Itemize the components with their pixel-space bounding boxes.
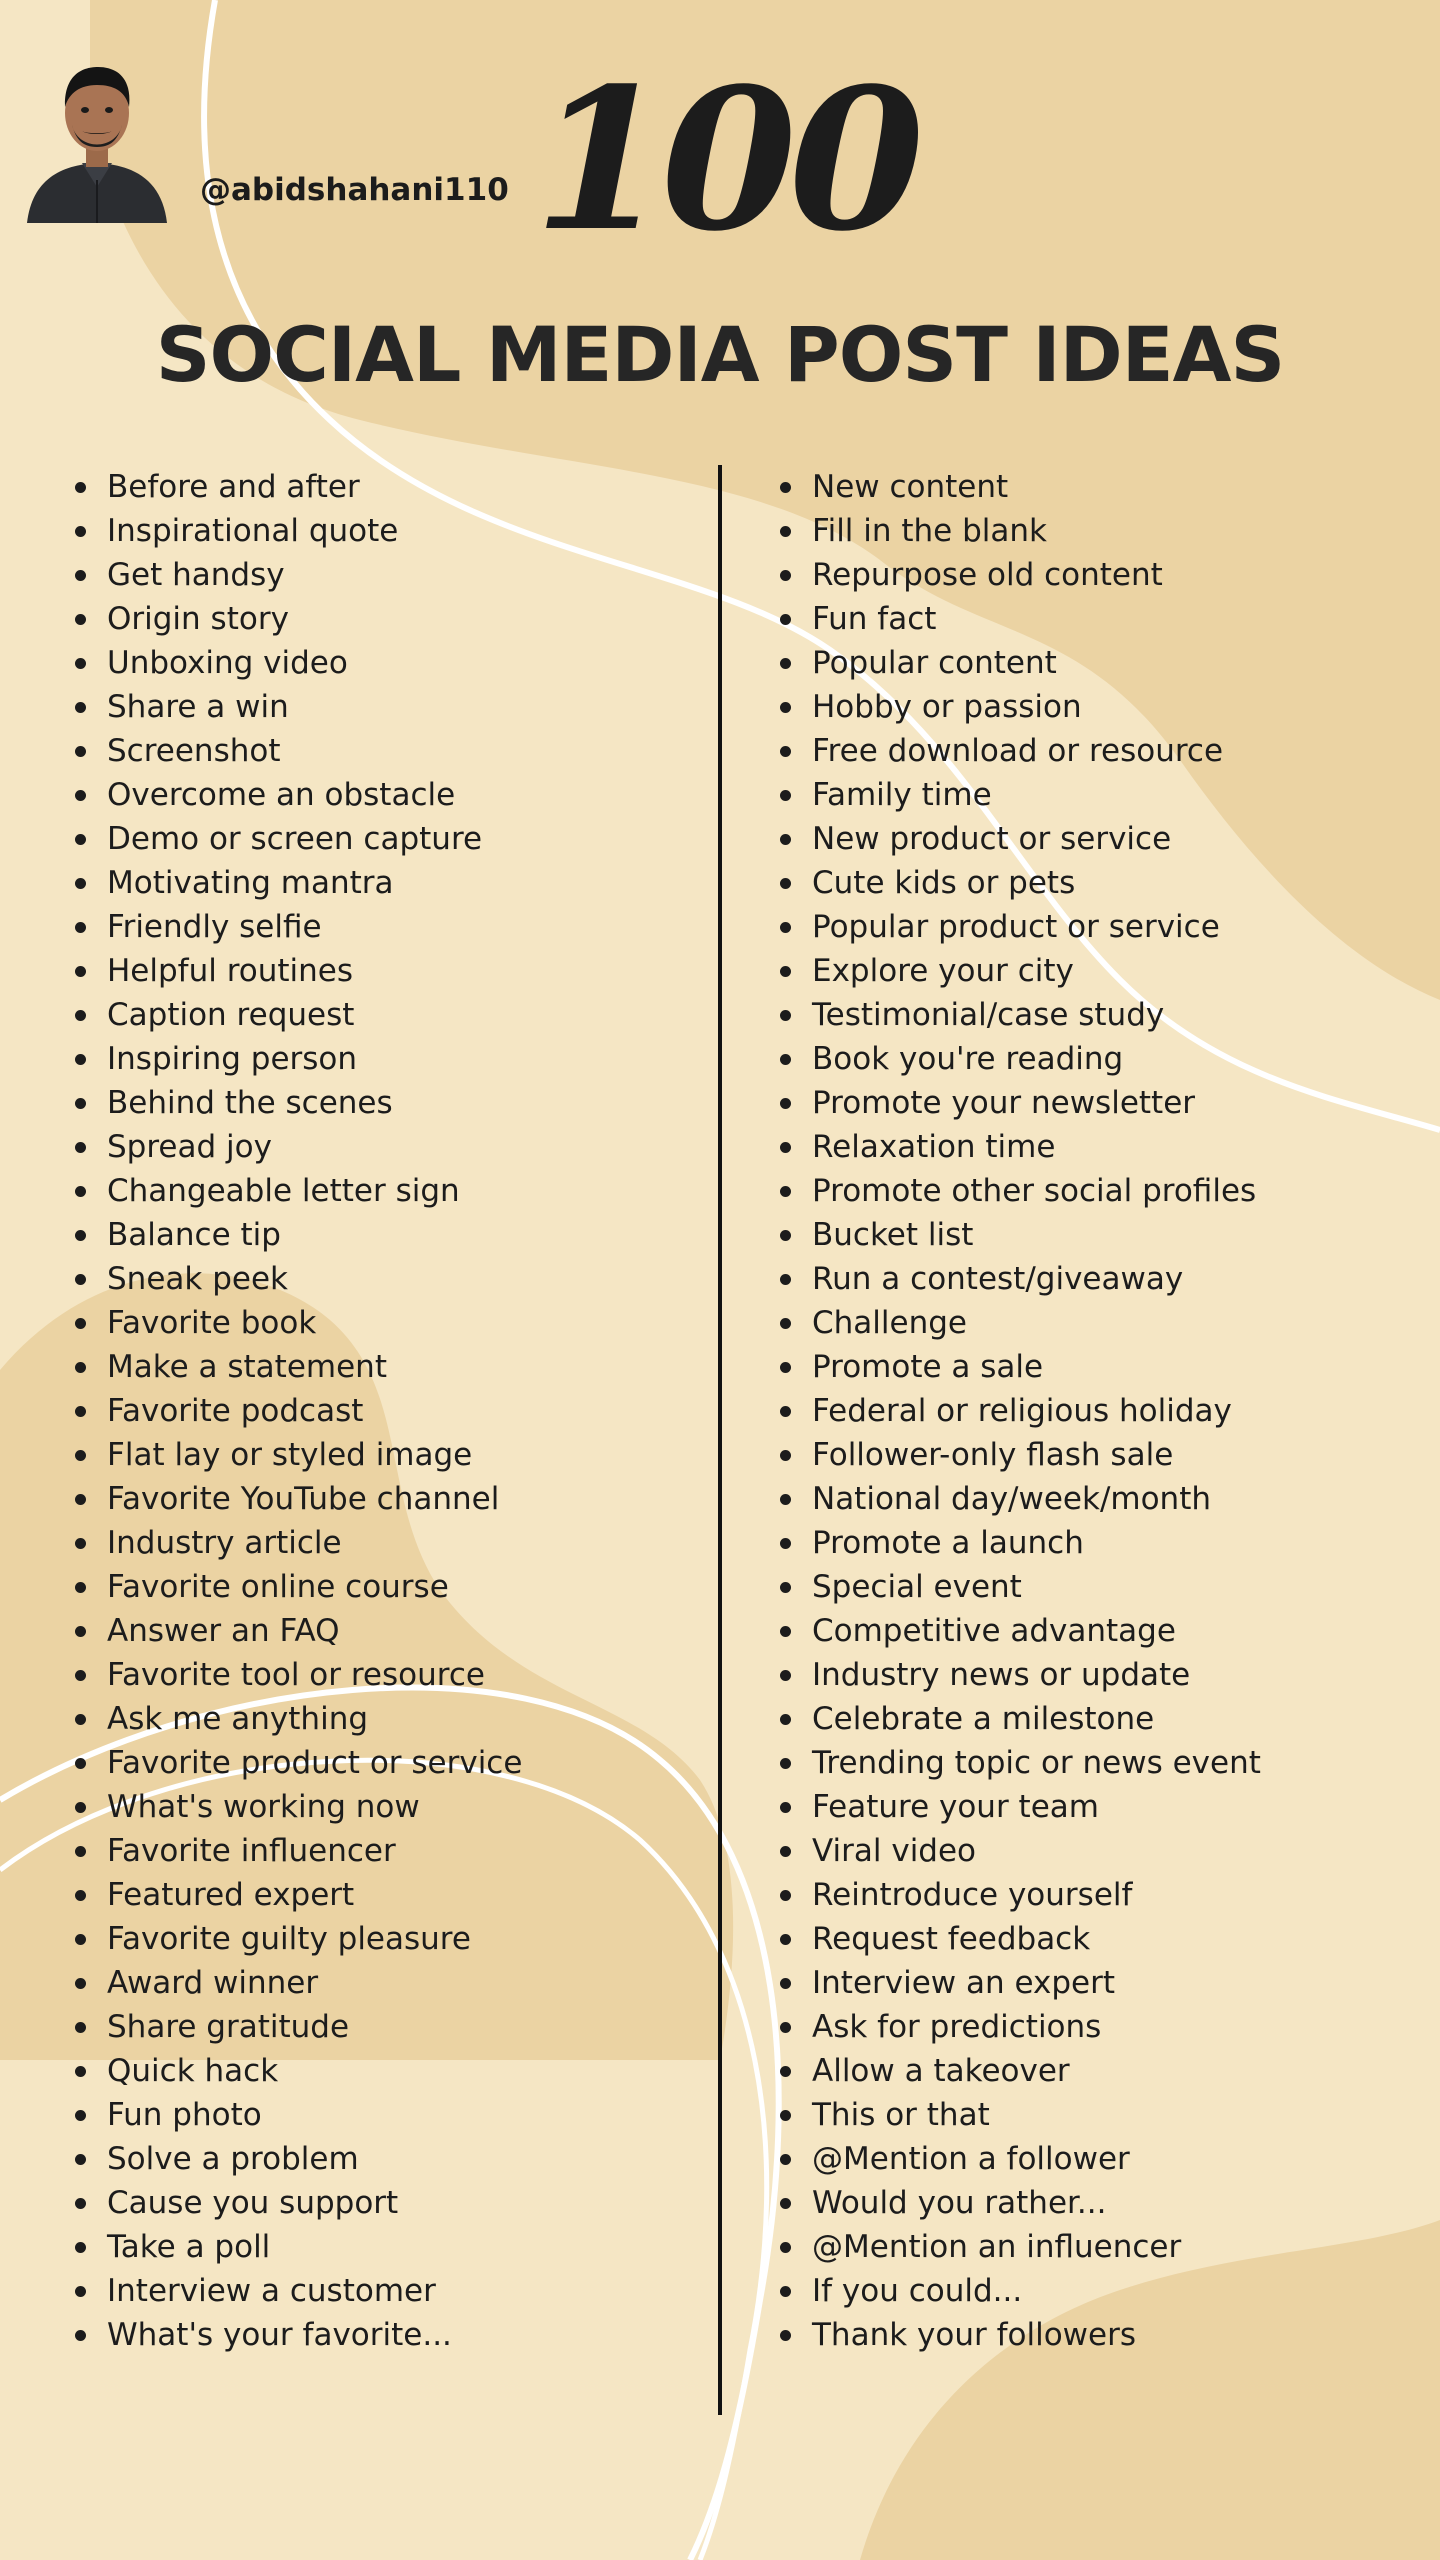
list-item — [70, 1565, 710, 1609]
bullet-icon — [780, 2242, 791, 2253]
list-item-text: Before and after — [107, 469, 360, 505]
bullet-icon — [75, 1450, 86, 1461]
bullet-icon — [780, 658, 791, 669]
list-item-text: Fun fact — [812, 601, 937, 637]
list-item-text: Viral video — [812, 1833, 977, 1869]
list-item-text: Competitive advantage — [812, 1613, 1176, 1649]
list-item-text: Quick hack — [107, 2053, 279, 2089]
list-item-text: Cause you support — [107, 2185, 399, 2221]
list-item — [70, 685, 710, 729]
list-item — [775, 2049, 1415, 2093]
list-item — [775, 1477, 1415, 1521]
list-item — [70, 993, 710, 1037]
bullet-icon — [75, 1670, 86, 1681]
list-item-text: Origin story — [107, 601, 289, 637]
list-item — [775, 1741, 1415, 1785]
bullet-icon — [75, 2198, 86, 2209]
list-item — [70, 2005, 710, 2049]
bullet-icon — [780, 526, 791, 537]
list-item — [775, 1565, 1415, 1609]
bullet-icon — [780, 1890, 791, 1901]
bullet-icon — [75, 702, 86, 713]
bullet-icon — [780, 1846, 791, 1857]
list-item — [775, 2313, 1415, 2357]
list-item-text: Take a poll — [107, 2229, 271, 2265]
list-item-text: Request feedback — [812, 1921, 1091, 1957]
bullet-icon — [75, 614, 86, 625]
bullet-icon — [780, 2330, 791, 2341]
list-item — [70, 641, 710, 685]
bullet-icon — [75, 878, 86, 889]
list-item — [70, 1345, 710, 1389]
list-item-text: Favorite guilty pleasure — [107, 1921, 471, 1957]
list-item-text: Free download or resource — [812, 733, 1224, 769]
bullet-icon — [75, 1362, 86, 1373]
bullet-icon — [75, 2110, 86, 2121]
list-item — [775, 1653, 1415, 1697]
list-item — [70, 2093, 710, 2137]
list-item — [775, 905, 1415, 949]
bullet-icon — [75, 1010, 86, 1021]
list-item — [775, 861, 1415, 905]
bullet-icon — [780, 1230, 791, 1241]
list-item-text: Bucket list — [812, 1217, 974, 1253]
list-item-text: Testimonial/case study — [812, 997, 1165, 1033]
bullet-icon — [75, 526, 86, 537]
list-item-text: Changeable letter sign — [107, 1173, 460, 1209]
list-item — [70, 1213, 710, 1257]
bullet-icon — [75, 1230, 86, 1241]
list-item-text: Cute kids or pets — [812, 865, 1076, 901]
bullet-icon — [75, 1890, 86, 1901]
list-item-text: Demo or screen capture — [107, 821, 483, 857]
bullet-icon — [75, 2066, 86, 2077]
right-idea-list — [775, 465, 1415, 2357]
list-item — [70, 597, 710, 641]
list-item-text: Share a win — [107, 689, 289, 725]
bullet-icon — [75, 1186, 86, 1197]
list-item — [70, 905, 710, 949]
list-item-text: Fun photo — [107, 2097, 262, 2133]
list-item-text: Interview a customer — [107, 2273, 436, 2309]
list-item-text: Thank your followers — [812, 2317, 1136, 2353]
list-item-text: Award winner — [107, 1965, 319, 2001]
column-divider — [718, 465, 722, 2415]
list-item — [775, 817, 1415, 861]
author-handle: @abidshahani110 — [200, 172, 509, 208]
list-item-text: Promote a launch — [812, 1525, 1084, 1561]
bullet-icon — [780, 1274, 791, 1285]
list-item-text: Trending topic or news event — [812, 1745, 1261, 1781]
list-item-text: Repurpose old content — [812, 557, 1163, 593]
list-item — [70, 729, 710, 773]
bullet-icon — [780, 2022, 791, 2033]
list-item — [70, 1433, 710, 1477]
list-item-text: Solve a problem — [107, 2141, 359, 2177]
list-item — [775, 1961, 1415, 2005]
bullet-icon — [75, 1406, 86, 1417]
list-item-text: Family time — [812, 777, 992, 813]
headline-number: 100 — [533, 45, 917, 274]
bullet-icon — [780, 702, 791, 713]
list-item-text: Unboxing video — [107, 645, 348, 681]
list-item-text: Motivating mantra — [107, 865, 394, 901]
bullet-icon — [780, 1670, 791, 1681]
bullet-icon — [780, 746, 791, 757]
list-item-text: Get handsy — [107, 557, 285, 593]
list-item — [775, 553, 1415, 597]
list-item-text: Friendly selfie — [107, 909, 322, 945]
bullet-icon — [75, 1494, 86, 1505]
bullet-icon — [75, 1714, 86, 1725]
bullet-icon — [780, 878, 791, 889]
bullet-icon — [780, 614, 791, 625]
list-item-text: Favorite podcast — [107, 1393, 364, 1429]
bullet-icon — [75, 2154, 86, 2165]
bullet-icon — [75, 1582, 86, 1593]
bullet-icon — [780, 1538, 791, 1549]
list-item-text: Interview an expert — [812, 1965, 1116, 2001]
bullet-icon — [780, 1802, 791, 1813]
bullet-icon — [780, 482, 791, 493]
list-item — [775, 1433, 1415, 1477]
list-item-text: Screenshot — [107, 733, 281, 769]
list-item-text: Follower-only flash sale — [812, 1437, 1174, 1473]
bullet-icon — [75, 1626, 86, 1637]
bullet-icon — [780, 2198, 791, 2209]
list-item-text: Caption request — [107, 997, 355, 1033]
bullet-icon — [75, 790, 86, 801]
bullet-icon — [780, 1582, 791, 1593]
list-item-text: Challenge — [812, 1305, 967, 1341]
list-item — [775, 465, 1415, 509]
bullet-icon — [75, 1054, 86, 1065]
list-item — [775, 1609, 1415, 1653]
list-item — [775, 2005, 1415, 2049]
list-item — [70, 1477, 710, 1521]
list-item — [775, 993, 1415, 1037]
bullet-icon — [780, 570, 791, 581]
list-item — [70, 2269, 710, 2313]
list-item-text: Relaxation time — [812, 1129, 1056, 1165]
list-item-text: Run a contest/giveaway — [812, 1261, 1184, 1297]
list-item — [775, 1037, 1415, 1081]
list-item — [70, 1609, 710, 1653]
list-item — [70, 553, 710, 597]
bullet-icon — [75, 2330, 86, 2341]
bullet-icon — [75, 1142, 86, 1153]
bullet-icon — [780, 2110, 791, 2121]
bullet-icon — [75, 2286, 86, 2297]
list-item-text: This or that — [812, 2097, 990, 2133]
bullet-icon — [780, 1758, 791, 1769]
bullet-icon — [75, 1978, 86, 1989]
list-item — [70, 1697, 710, 1741]
list-item-text: Federal or religious holiday — [812, 1393, 1232, 1429]
list-item — [70, 1169, 710, 1213]
list-item — [70, 2313, 710, 2357]
list-item-text: Favorite YouTube channel — [107, 1481, 500, 1517]
list-item — [775, 949, 1415, 993]
list-item — [775, 773, 1415, 817]
list-item-text: Book you're reading — [812, 1041, 1124, 1077]
bullet-icon — [780, 1450, 791, 1461]
list-item — [70, 1829, 710, 1873]
list-item-text: Overcome an obstacle — [107, 777, 456, 813]
list-item — [775, 1873, 1415, 1917]
bullet-icon — [75, 1274, 86, 1285]
list-item-text: Spread joy — [107, 1129, 272, 1165]
bullet-icon — [75, 1846, 86, 1857]
list-item — [70, 2225, 710, 2269]
list-item — [775, 685, 1415, 729]
bullet-icon — [780, 922, 791, 933]
bullet-icon — [75, 482, 86, 493]
list-item — [70, 1653, 710, 1697]
bullet-icon — [780, 1318, 791, 1329]
list-item — [775, 1345, 1415, 1389]
bullet-icon — [780, 790, 791, 801]
list-item-text: Industry news or update — [812, 1657, 1191, 1693]
list-item — [70, 465, 710, 509]
list-item — [775, 2093, 1415, 2137]
list-item-text: Favorite influencer — [107, 1833, 396, 1869]
list-item — [70, 2181, 710, 2225]
list-item-text: Promote your newsletter — [812, 1085, 1196, 1121]
list-item-text: Popular product or service — [812, 909, 1220, 945]
profile-avatar — [22, 55, 172, 223]
list-item — [775, 729, 1415, 773]
list-item-text: Special event — [812, 1569, 1022, 1605]
list-item — [70, 1785, 710, 1829]
list-item — [775, 1697, 1415, 1741]
list-item-text: Industry article — [107, 1525, 342, 1561]
bullet-icon — [780, 2154, 791, 2165]
list-item-text: Reintroduce yourself — [812, 1877, 1133, 1913]
bullet-icon — [780, 1186, 791, 1197]
list-item — [70, 949, 710, 993]
bullet-icon — [780, 2066, 791, 2077]
bullet-icon — [75, 1538, 86, 1549]
list-item — [775, 1917, 1415, 1961]
bullet-icon — [780, 1934, 791, 1945]
bullet-icon — [75, 834, 86, 845]
bullet-icon — [75, 658, 86, 669]
list-item-text: New product or service — [812, 821, 1172, 857]
bullet-icon — [780, 1362, 791, 1373]
list-item-text: What's working now — [107, 1789, 420, 1825]
list-item-text: Feature your team — [812, 1789, 1099, 1825]
bullet-icon — [75, 966, 86, 977]
list-item — [775, 2181, 1415, 2225]
list-item — [70, 1257, 710, 1301]
list-item-text: Promote other social profiles — [812, 1173, 1257, 1209]
list-item — [775, 1125, 1415, 1169]
list-item-text: Ask for predictions — [812, 2009, 1102, 2045]
bullet-icon — [780, 966, 791, 977]
list-item — [775, 641, 1415, 685]
bullet-icon — [75, 2242, 86, 2253]
bullet-icon — [75, 1802, 86, 1813]
list-item — [70, 1521, 710, 1565]
list-item — [70, 1037, 710, 1081]
list-item-text: Promote a sale — [812, 1349, 1044, 1385]
bullet-icon — [780, 1098, 791, 1109]
list-item-text: Explore your city — [812, 953, 1074, 989]
left-idea-list — [70, 465, 710, 2357]
list-item — [70, 1741, 710, 1785]
list-item-text: Flat lay or styled image — [107, 1437, 473, 1473]
list-item — [775, 1785, 1415, 1829]
list-item — [70, 861, 710, 905]
bullet-icon — [780, 1494, 791, 1505]
list-item-text: Favorite tool or resource — [107, 1657, 485, 1693]
list-item-text: Ask me anything — [107, 1701, 369, 1737]
list-item — [70, 509, 710, 553]
list-item-text: @Mention a follower — [812, 2141, 1130, 2177]
bullet-icon — [780, 1626, 791, 1637]
list-item-text: Helpful routines — [107, 953, 354, 989]
list-item-text: Balance tip — [107, 1217, 281, 1253]
list-item-text: National day/week/month — [812, 1481, 1212, 1517]
list-item-text: Allow a takeover — [812, 2053, 1070, 2089]
list-item-text: Sneak peek — [107, 1261, 288, 1297]
list-item — [70, 1873, 710, 1917]
list-item — [70, 1917, 710, 1961]
bullet-icon — [75, 746, 86, 757]
list-item — [775, 1081, 1415, 1125]
list-item-text: If you could... — [812, 2273, 1023, 2309]
list-item — [70, 1081, 710, 1125]
list-item-text: Favorite book — [107, 1305, 317, 1341]
list-item-text: Behind the scenes — [107, 1085, 393, 1121]
list-item — [70, 2137, 710, 2181]
list-item — [775, 1301, 1415, 1345]
list-item — [70, 2049, 710, 2093]
bullet-icon — [780, 1054, 791, 1065]
list-item-text: What's your favorite... — [107, 2317, 452, 2353]
list-item — [775, 1829, 1415, 1873]
bullet-icon — [780, 1142, 791, 1153]
bullet-icon — [75, 570, 86, 581]
list-item-text: Inspirational quote — [107, 513, 399, 549]
list-item-text: Answer an FAQ — [107, 1613, 340, 1649]
list-item-text: Would you rather... — [812, 2185, 1107, 2221]
list-item — [70, 1389, 710, 1433]
bullet-icon — [780, 1010, 791, 1021]
list-item-text: Celebrate a milestone — [812, 1701, 1155, 1737]
list-item-text: Hobby or passion — [812, 689, 1082, 725]
bullet-icon — [75, 2022, 86, 2033]
list-item — [70, 1961, 710, 2005]
list-item — [70, 773, 710, 817]
list-item-text: Featured expert — [107, 1877, 355, 1913]
bullet-icon — [780, 1406, 791, 1417]
bullet-icon — [780, 1978, 791, 1989]
list-item-text: Popular content — [812, 645, 1057, 681]
list-item — [775, 1257, 1415, 1301]
list-item — [70, 817, 710, 861]
bullet-icon — [780, 2286, 791, 2297]
list-item — [775, 1389, 1415, 1433]
bullet-icon — [75, 1098, 86, 1109]
list-item-text: Fill in the blank — [812, 513, 1047, 549]
bullet-icon — [780, 1714, 791, 1725]
list-item — [775, 509, 1415, 553]
list-item — [775, 2225, 1415, 2269]
list-item — [70, 1125, 710, 1169]
list-item-text: @Mention an influencer — [812, 2229, 1182, 2265]
bullet-icon — [780, 834, 791, 845]
bullet-icon — [75, 1934, 86, 1945]
list-item — [70, 1301, 710, 1345]
list-item-text: Inspiring person — [107, 1041, 358, 1077]
list-item-text: Make a statement — [107, 1349, 387, 1385]
list-item — [775, 2137, 1415, 2181]
page-title: SOCIAL MEDIA POST IDEAS — [155, 310, 1285, 399]
list-item-text: Favorite product or service — [107, 1745, 523, 1781]
list-item-text: New content — [812, 469, 1009, 505]
list-item — [775, 2269, 1415, 2313]
list-item-text: Favorite online course — [107, 1569, 449, 1605]
bullet-icon — [75, 922, 86, 933]
list-item — [775, 1169, 1415, 1213]
bullet-icon — [75, 1758, 86, 1769]
list-item — [775, 1521, 1415, 1565]
list-item — [775, 597, 1415, 641]
list-item-text: Share gratitude — [107, 2009, 350, 2045]
bullet-icon — [75, 1318, 86, 1329]
list-item — [775, 1213, 1415, 1257]
